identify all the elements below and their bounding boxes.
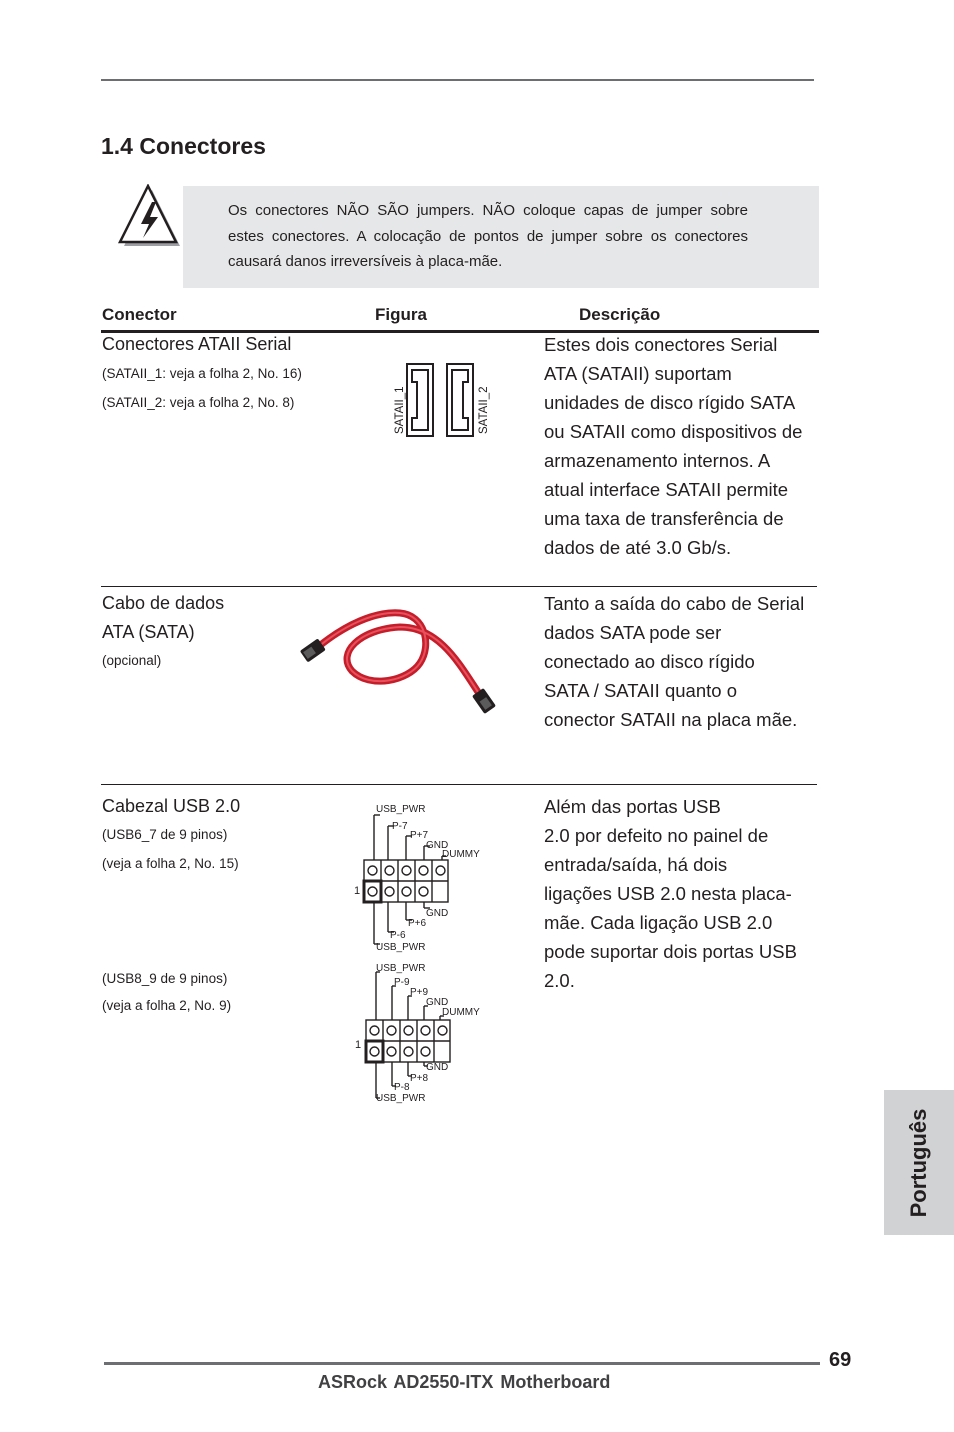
row-sata-description [544,330,824,562]
desc-line: mãe. Cada ligação USB 2.0 [544,912,773,933]
row-usb-sub3: (USB8_9 de 9 pinos) [102,971,228,986]
usb-pwr-label: USB_PWR [376,963,426,974]
gnd-label: GND [426,840,449,851]
desc-line: ou SATAII como dispositivos de [544,421,803,442]
desc-line: conectado ao disco rígido [544,651,755,672]
p-minus-label: P-8 [394,1082,410,1093]
row-divider [101,586,817,587]
row-usb-sub2: (veja a folha 2, No. 15) [102,856,239,871]
pin1-label: 1 [354,885,361,897]
p-plus-label: P+7 [410,830,429,841]
desc-line: SATA / SATAII quanto o [544,680,737,701]
row-cable-name-1: Cabo de dados [102,593,225,613]
p-minus-label: P-9 [394,977,410,988]
pin1-label: 1 [355,1039,362,1051]
desc-line: entrada/saída, há dois [544,854,728,875]
row-sata-sub2: (SATAII_2: veja a folha 2, No. 8) [102,395,295,410]
row-usb-name: Cabezal USB 2.0 [102,796,241,816]
row-divider [101,784,817,785]
desc-line: Tanto a saída do cabo de Serial [544,593,805,614]
row-cable-name-2: ATA (SATA) [102,622,195,642]
warning-icon [116,184,182,248]
desc-line: ATA (SATAII) suportam [544,363,732,384]
desc-line: ligações USB 2.0 nesta placa- [544,883,792,904]
desc-line: dados de até 3.0 Gb/s. [544,537,732,558]
top-rule [101,79,814,81]
sata-cable-image [290,605,520,720]
row-usb-sub4: (veja a folha 2, No. 9) [102,998,232,1013]
desc-line: atual interface SATAII permite [544,479,789,500]
gnd-label: GND [426,997,449,1008]
header-connector: Conector [102,305,177,324]
dummy-label: DUMMY [442,849,480,860]
p-plus-label: P+6 [408,918,427,929]
footer-rule [104,1362,820,1365]
row-sata-sub1: (SATAII_1: veja a folha 2, No. 16) [102,366,302,381]
row-usb-description [544,792,824,995]
language-tab-label: Português [906,1108,931,1217]
language-tab [884,1090,954,1235]
desc-line: uma taxa de transferência de [544,508,784,529]
desc-line: armazenamento internos. A [544,450,771,471]
row-sata-name: Conectores ATAII Serial [102,334,292,354]
sata2-label: SATAII_2 [478,386,490,434]
p-plus-label: P+8 [410,1073,429,1084]
caution-text: Os conectores NÃO SÃO jumpers. NÃO coloque capas de jumper sobre estes conectores. A colocação de pontos de jumper sobre os conectores causará danos irreversíveis à placa-mãe. [228,202,748,270]
p-minus-label: P-6 [390,930,406,941]
section-title: 1.4 Conectores [101,133,266,159]
usb-pwr-label: USB_PWR [376,804,426,815]
usb67-header-figure [350,798,490,956]
page-number: 69 [829,1349,852,1371]
gnd-label: GND [426,908,449,919]
caution-note [183,186,819,288]
desc-line: unidades de disco rígido SATA [544,392,796,413]
row-cable-description [544,589,824,734]
desc-line: conector SATAII na placa mãe. [544,709,798,730]
header-description: Descrição [579,305,661,324]
desc-line: 2.0 por defeito no painel de [544,825,769,846]
sata-connectors-figure [390,360,500,440]
desc-line: Estes dois conectores Serial [544,334,778,355]
p-minus-label: P-7 [392,821,408,832]
desc-line: Além das portas USB [544,796,721,817]
header-figure: Figura [375,305,427,324]
usb-pwr-label: USB_PWR [376,1093,426,1104]
row-usb-sub1: (USB6_7 de 9 pinos) [102,827,228,842]
desc-line: 2.0. [544,970,575,991]
footer-product: ASRock AD2550-ITX Motherboard [318,1372,611,1392]
row-cable-sub: (opcional) [102,653,162,668]
usb89-header-figure [350,958,490,1108]
usb-pwr-label: USB_PWR [376,942,426,953]
sata1-label: SATAII_1 [394,386,406,434]
desc-line: dados SATA pode ser [544,622,722,643]
desc-line: pode suportar dois portas USB [544,941,797,962]
gnd-label: GND [426,1062,449,1073]
dummy-label: DUMMY [442,1007,480,1018]
p-plus-label: P+9 [410,987,429,998]
